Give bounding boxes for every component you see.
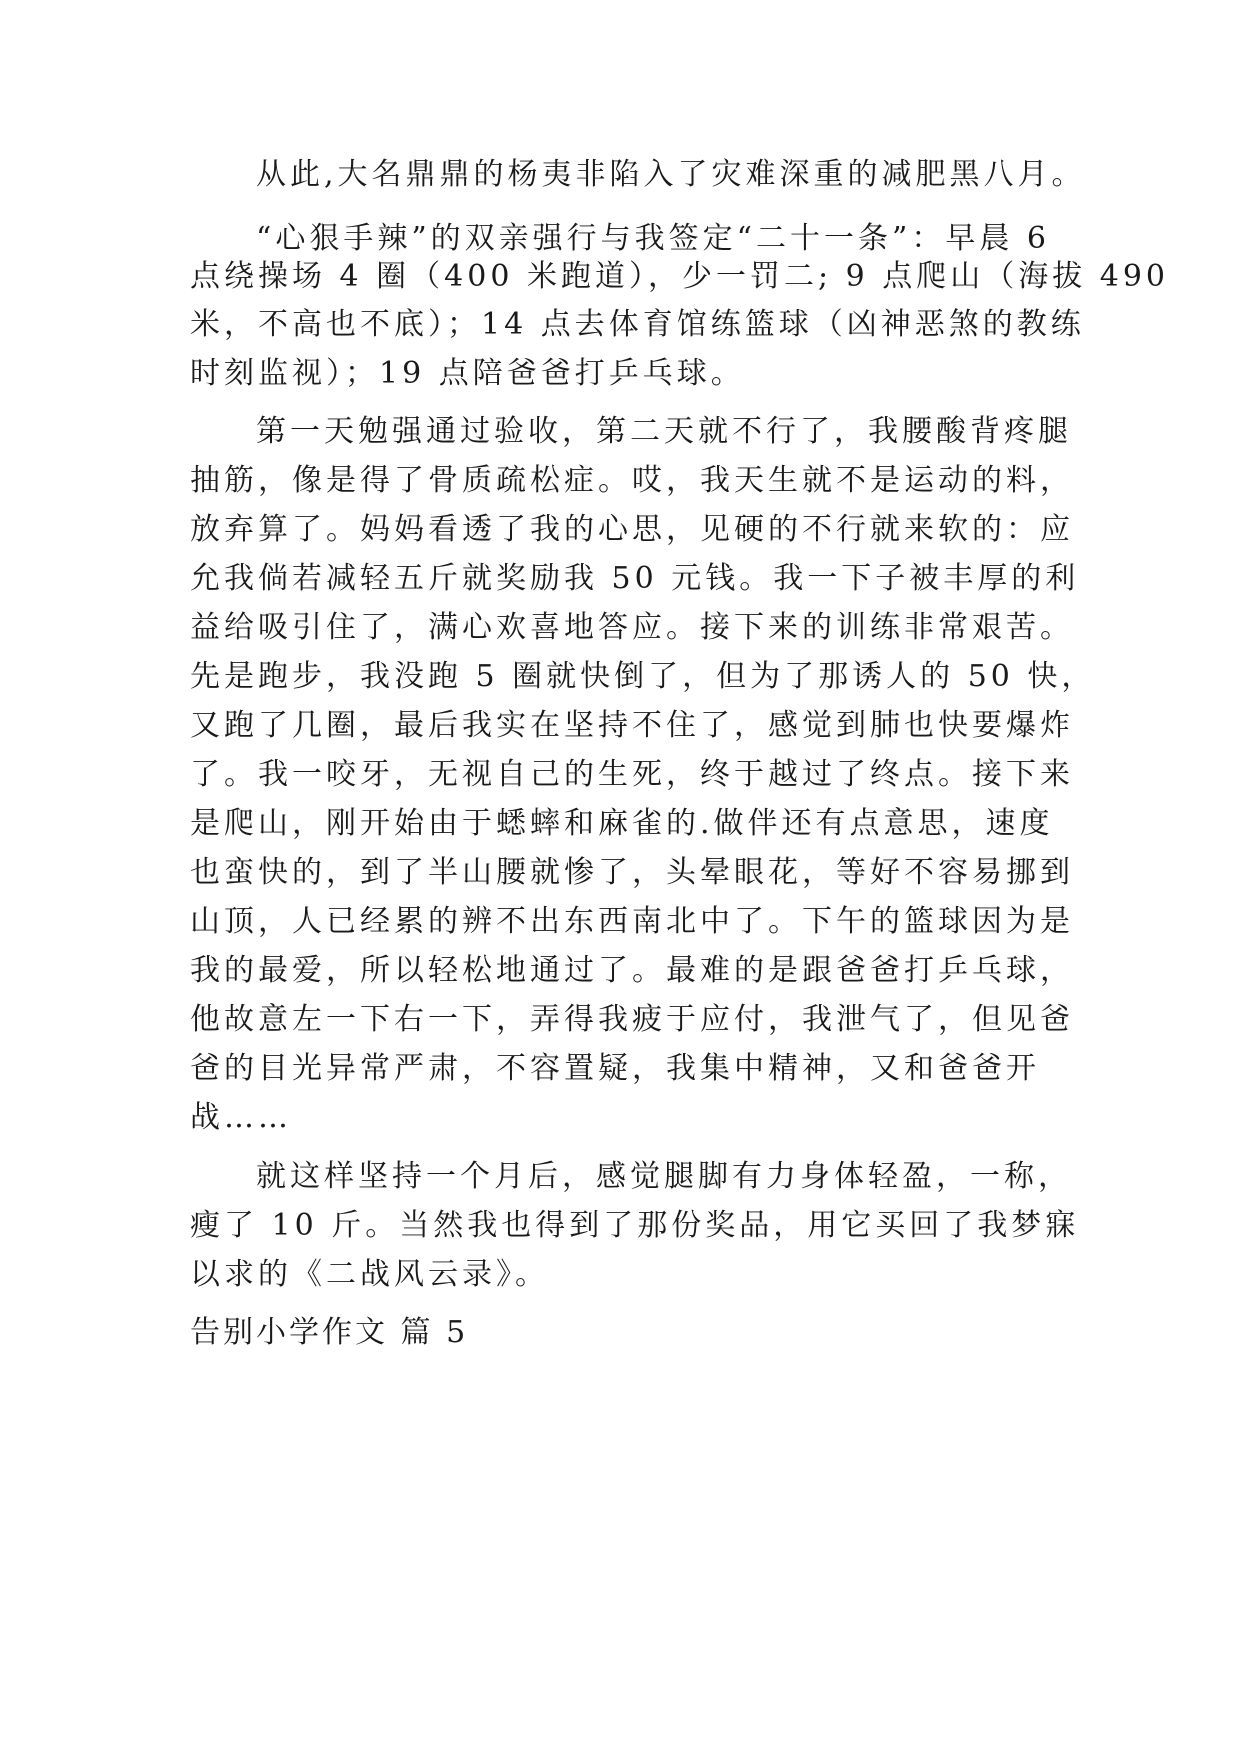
paragraph-3-line-8: 了。我一咬牙，无视自己的生死，终于越过了终点。接下来 xyxy=(190,757,1074,792)
paragraph-3-line-11: 山顶，人已经累的辨不出东西南北中了。下午的篮球因为是 xyxy=(190,904,1074,939)
paragraph-3-line-4: 允我倘若减轻五斤就奖励我 50 元钱。我一下子被丰厚的利 xyxy=(190,561,1080,596)
paragraph-3-line-15: 战…… xyxy=(190,1100,292,1135)
paragraph-3-line-10: 也蛮快的，到了半山腰就惨了，头晕眼花，等好不容易挪到 xyxy=(190,855,1074,890)
paragraph-3-line-12: 我的最爱，所以轻松地通过了。最难的是跟爸爸打乒乓球， xyxy=(190,953,1074,988)
paragraph-4-line-3: 以求的《二战风云录》。 xyxy=(190,1257,549,1292)
paragraph-3-line-7: 又跑了几圈，最后我实在坚持不住了，感觉到肺也快要爆炸 xyxy=(190,708,1074,743)
section-heading: 告别小学作文 篇 5 xyxy=(190,1315,469,1350)
paragraph-3-line-5: 益给吸引住了，满心欢喜地答应。接下来的训练非常艰苦。 xyxy=(190,610,1074,645)
paragraph-2-line-1: “心狠手辣”的双亲强行与我签定“二十一条”：早晨 6 xyxy=(256,221,1050,256)
paragraph-3-line-14: 爸的目光异常严肃，不容置疑，我集中精神，又和爸爸开 xyxy=(190,1051,1040,1086)
paragraph-2-line-2: 点绕操场 4 圈（400 米跑道），少一罚二; 9 点爬山（海拔 490 xyxy=(190,259,1170,294)
paragraph-3-line-6: 先是跑步，我没跑 5 圈就快倒了，但为了那诱人的 50 快， xyxy=(190,659,1096,694)
paragraph-3-line-13: 他故意左一下右一下，弄得我疲于应付，我泄气了，但见爸 xyxy=(190,1002,1074,1037)
paragraph-4-line-1: 就这样坚持一个月后，感觉腿脚有力身体轻盈，一称， xyxy=(256,1159,1072,1194)
paragraph-3-line-9: 是爬山，刚开始由于蟋蟀和麻雀的.做伴还有点意思，速度 xyxy=(190,806,1054,841)
paragraph-2-line-3: 米，不高也不底）；14 点去体育馆练篮球（凶神恶煞的教练 xyxy=(190,307,1085,342)
paragraph-3-line-2: 抽筋，像是得了骨质疏松症。哎，我天生就不是运动的料， xyxy=(190,463,1074,498)
paragraph-1-line-1: 从此,大名鼎鼎的杨夷非陷入了灾难深重的减肥黑八月。 xyxy=(256,157,1086,192)
paragraph-3-line-1: 第一天勉强通过验收，第二天就不行了，我腰酸背疼腿 xyxy=(256,414,1072,449)
paragraph-3-line-3: 放弃算了。妈妈看透了我的心思，见硬的不行就来软的：应 xyxy=(190,512,1074,547)
paragraph-2-line-4: 时刻监视）；19 点陪爸爸打乒乓球。 xyxy=(190,356,745,391)
paragraph-4-line-2: 瘦了 10 斤。当然我也得到了那份奖品，用它买回了我梦寐 xyxy=(190,1208,1080,1243)
